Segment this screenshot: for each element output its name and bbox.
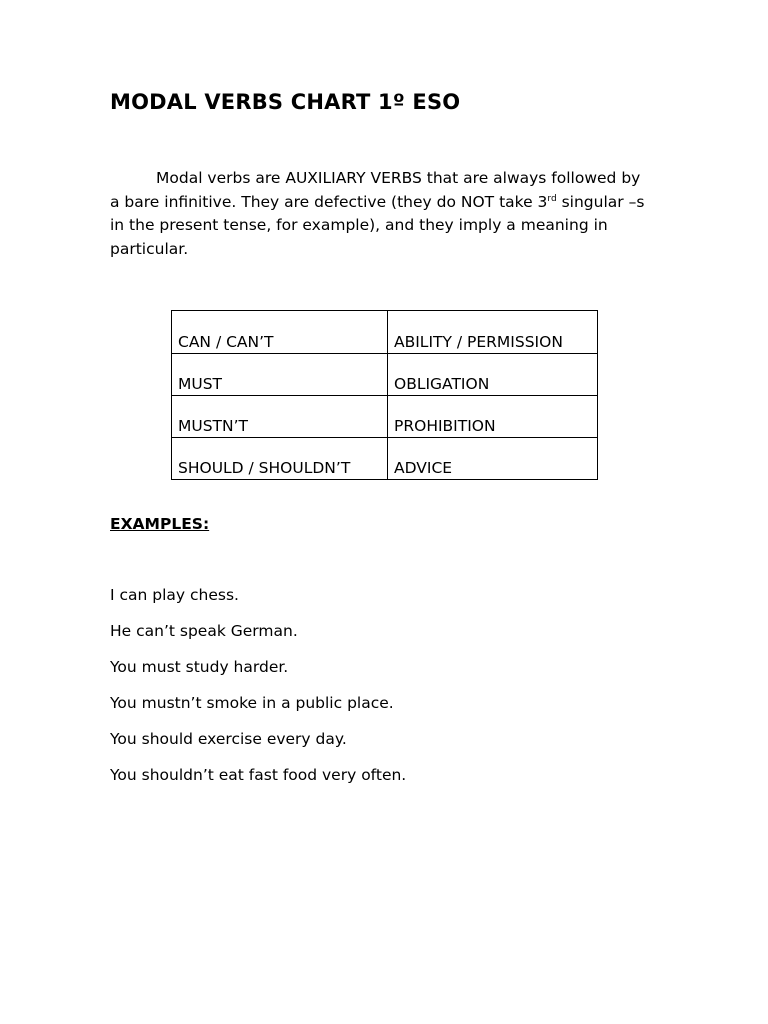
modal-verbs-table: [171, 310, 598, 480]
meaning-cell: [388, 396, 598, 438]
meaning-label: OBLIGATION: [394, 375, 490, 393]
page-title: MODAL VERBS CHART 1º ESO: [110, 90, 461, 114]
example-sentence: You shouldn’t eat fast food very often.: [110, 766, 407, 784]
meaning-label: ABILITY / PERMISSION: [394, 333, 563, 351]
example-sentence: You should exercise every day.: [110, 730, 347, 748]
verb-label: SHOULD / SHOULDN’T: [178, 459, 351, 477]
verb-label: MUST: [178, 375, 223, 393]
examples-heading: EXAMPLES:: [110, 515, 210, 533]
verb-cell: [172, 438, 388, 480]
meaning-cell: [388, 354, 598, 396]
verb-cell: [172, 396, 388, 438]
verb-cell: [172, 311, 388, 354]
intro-superscript: rd: [547, 193, 557, 204]
table-row: [172, 438, 598, 480]
intro-paragraph: [110, 167, 650, 261]
verb-label: CAN / CAN’T: [178, 333, 274, 351]
meaning-cell: [388, 438, 598, 480]
verb-label: MUSTN’T: [178, 417, 249, 435]
example-sentence: I can play chess.: [110, 586, 239, 604]
table-row: [172, 396, 598, 438]
intro-text: Modal verbs are AUXILIARY VERBS that are always followed by a bare infinitive. They are defective (they do NOT take 3: [110, 169, 641, 211]
example-sentence: You must study harder.: [110, 658, 289, 676]
example-sentence: You mustn’t smoke in a public place.: [110, 694, 394, 712]
verb-cell: [172, 354, 388, 396]
table-row: [172, 311, 598, 354]
meaning-label: PROHIBITION: [394, 417, 496, 435]
intro-text-continued: singular –s in the present tense, for example), and they imply a meaning in particular.: [110, 192, 645, 258]
meaning-label: ADVICE: [394, 459, 453, 477]
example-sentence: He can’t speak German.: [110, 622, 298, 640]
table-row: [172, 354, 598, 396]
meaning-cell: [388, 311, 598, 354]
examples-list: [110, 584, 406, 800]
